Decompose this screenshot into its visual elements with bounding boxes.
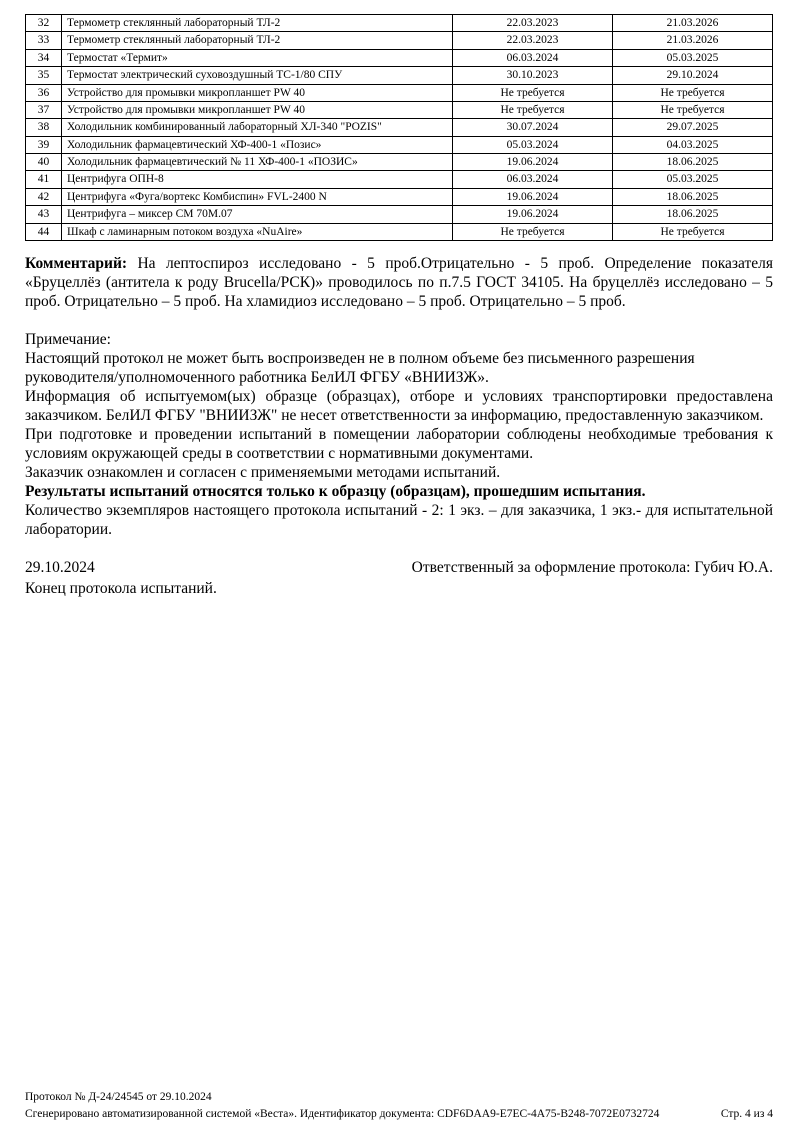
valid-until-date-cell: 21.03.2026 xyxy=(613,32,773,49)
verification-date-cell: 30.07.2024 xyxy=(453,119,613,136)
table-row xyxy=(26,136,773,153)
table-row xyxy=(26,223,773,240)
row-number-cell: 36 xyxy=(26,84,62,101)
equipment-name-cell: Центрифуга «Фуга/вортекс Комбиспин» FVL-2400 N xyxy=(62,188,453,205)
verification-date-cell: 05.03.2024 xyxy=(453,136,613,153)
note-paragraph: Результаты испытаний относятся только к образцу (образцам), прошедшим испытания. xyxy=(25,482,646,500)
note-paragraph: Заказчик ознакомлен и согласен с применяемыми методами испытаний. xyxy=(25,463,501,481)
row-number-cell: 37 xyxy=(26,101,62,118)
equipment-name-cell: Термостат электрический суховоздушный ТС-1/80 СПУ xyxy=(62,67,453,84)
note-paragraph: Настоящий протокол не может быть воспроизведен не в полном объеме без письменного разрешения руководителя/уполномоченного работника БелИЛ ФГБУ «ВНИИЗЖ». xyxy=(25,349,695,386)
row-number-cell: 39 xyxy=(26,136,62,153)
equipment-table xyxy=(25,14,773,241)
valid-until-date-cell: 18.06.2025 xyxy=(613,188,773,205)
valid-until-date-cell: 04.03.2025 xyxy=(613,136,773,153)
table-row xyxy=(26,206,773,223)
equipment-table-body xyxy=(26,15,773,241)
note-paragraph: Количество экземпляров настоящего протокола испытаний - 2: 1 экз. – для заказчика, 1 экз.- для испытательной лаборатории. xyxy=(25,501,773,538)
table-row xyxy=(26,49,773,66)
verification-date-cell: 06.03.2024 xyxy=(453,171,613,188)
valid-until-date-cell: 29.07.2025 xyxy=(613,119,773,136)
valid-until-date-cell: Не требуется xyxy=(613,101,773,118)
equipment-name-cell: Холодильник фармацевтический ХФ-400-1 «Позис» xyxy=(62,136,453,153)
verification-date-cell: 22.03.2023 xyxy=(453,32,613,49)
valid-until-date-cell: 18.06.2025 xyxy=(613,206,773,223)
verification-date-cell: Не требуется xyxy=(453,84,613,101)
table-row xyxy=(26,15,773,32)
valid-until-date-cell: 18.06.2025 xyxy=(613,154,773,171)
table-row xyxy=(26,171,773,188)
table-row xyxy=(26,119,773,136)
equipment-name-cell: Термометр стеклянный лабораторный ТЛ-2 xyxy=(62,15,453,32)
equipment-name-cell: Термометр стеклянный лабораторный ТЛ-2 xyxy=(62,32,453,49)
verification-date-cell: 19.06.2024 xyxy=(453,188,613,205)
verification-date-cell: Не требуется xyxy=(453,223,613,240)
verification-date-cell: 30.10.2023 xyxy=(453,67,613,84)
comment-paragraph xyxy=(25,254,773,311)
comment-label: Комментарий: xyxy=(25,254,128,272)
row-number-cell: 34 xyxy=(26,49,62,66)
page-footer xyxy=(25,1090,773,1122)
equipment-name-cell: Центрифуга – миксер СМ 70М.07 xyxy=(62,206,453,223)
row-number-cell: 32 xyxy=(26,15,62,32)
row-number-cell: 38 xyxy=(26,119,62,136)
footer-page-number: Стр. 4 из 4 xyxy=(720,1108,773,1120)
equipment-name-cell: Устройство для промывки микропланшет PW 40 xyxy=(62,84,453,101)
table-row xyxy=(26,32,773,49)
valid-until-date-cell: Не требуется xyxy=(613,223,773,240)
row-number-cell: 43 xyxy=(26,206,62,223)
table-row xyxy=(26,154,773,171)
footer-protocol-number: Протокол № Д-24/24545 от 29.10.2024 xyxy=(25,1091,212,1103)
verification-date-cell: 19.06.2024 xyxy=(453,154,613,171)
verification-date-cell: 19.06.2024 xyxy=(453,206,613,223)
row-number-cell: 44 xyxy=(26,223,62,240)
valid-until-date-cell: 21.03.2026 xyxy=(613,15,773,32)
equipment-name-cell: Центрифуга ОПН-8 xyxy=(62,171,453,188)
comment-text: На лептоспироз исследовано - 5 проб.Отрицательно - 5 проб. Определение показателя «Бруцеллёз (антитела к роду Brucella/РСК)» проводилось по п.7.5 ГОСТ 34105. На бруцеллёз исследовано – 5 проб. Отрицательно – 5 проб. На хламидиоз исследовано – 5 проб. Отрицательно – 5 проб. xyxy=(25,254,773,310)
protocol-end-line: Конец протокола испытаний. xyxy=(25,579,217,597)
signoff-date: 29.10.2024 xyxy=(25,558,95,576)
footer-generated-text: Сгенерировано автоматизированной системой «Веста». Идентификатор документа: CDF6DAA9-E7EC-4A75-B248-7072E0732724 xyxy=(25,1108,660,1120)
equipment-name-cell: Термостат «Термит» xyxy=(62,49,453,66)
equipment-name-cell: Холодильник комбинированный лабораторный ХЛ-340 "POZIS" xyxy=(62,119,453,136)
verification-date-cell: 06.03.2024 xyxy=(453,49,613,66)
equipment-name-cell: Холодильник фармацевтический № 11 ХФ-400-1 «ПОЗИС» xyxy=(62,154,453,171)
table-row xyxy=(26,67,773,84)
equipment-name-cell: Шкаф с ламинарным потоком воздуха «NuAire» xyxy=(62,223,453,240)
table-row xyxy=(26,101,773,118)
valid-until-date-cell: 05.03.2025 xyxy=(613,171,773,188)
notes-title: Примечание: xyxy=(25,330,111,348)
row-number-cell: 33 xyxy=(26,32,62,49)
equipment-name-cell: Устройство для промывки микропланшет PW 40 xyxy=(62,101,453,118)
table-row xyxy=(26,84,773,101)
note-paragraph: При подготовке и проведении испытаний в помещении лаборатории соблюдены необходимые требования к условиям окружающей среды в соответствии с нормативными документами. xyxy=(25,425,773,462)
row-number-cell: 35 xyxy=(26,67,62,84)
notes-paragraphs xyxy=(25,349,773,539)
valid-until-date-cell: 05.03.2025 xyxy=(613,49,773,66)
verification-date-cell: 22.03.2023 xyxy=(453,15,613,32)
valid-until-date-cell: Не требуется xyxy=(613,84,773,101)
signoff-row xyxy=(25,558,773,577)
row-number-cell: 42 xyxy=(26,188,62,205)
verification-date-cell: Не требуется xyxy=(453,101,613,118)
signoff-responsible: Ответственный за оформление протокола: Губич Ю.А. xyxy=(411,558,773,576)
valid-until-date-cell: 29.10.2024 xyxy=(613,67,773,84)
note-paragraph: Информация об испытуемом(ых) образце (образцах), отборе и условиях транспортировки предоставлена заказчиком. БелИЛ ФГБУ "ВНИИЗЖ" не несет ответственности за информацию, предоставленную заказчиком. xyxy=(25,387,773,424)
row-number-cell: 41 xyxy=(26,171,62,188)
table-row xyxy=(26,188,773,205)
footer-bottom-row xyxy=(25,1107,773,1122)
row-number-cell: 40 xyxy=(26,154,62,171)
